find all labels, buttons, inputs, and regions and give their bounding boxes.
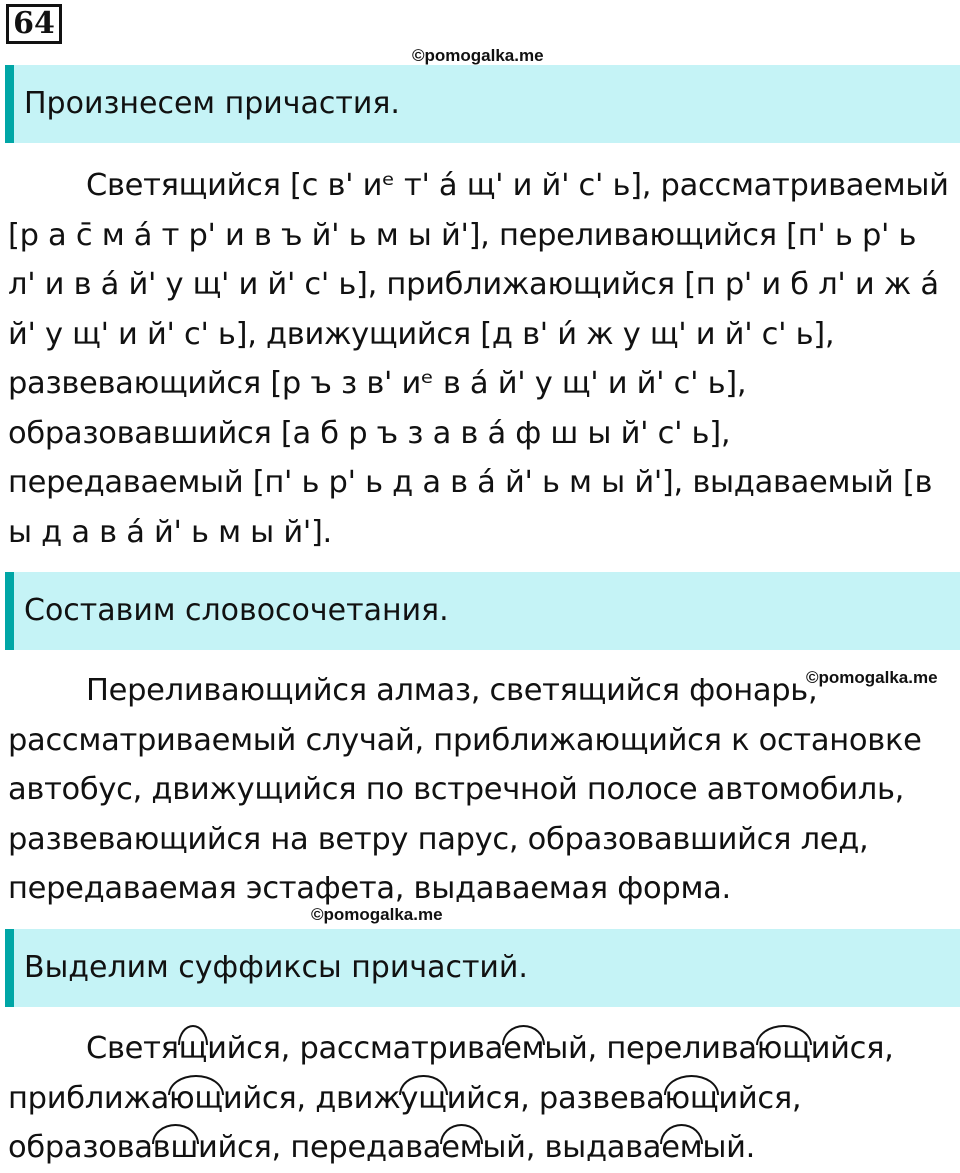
word-ending: ийся, — [718, 1080, 802, 1116]
participle-word — [606, 1031, 893, 1066]
word-ending: ый, — [482, 1130, 545, 1165]
word-stem: рассматрива — [299, 1031, 504, 1066]
participle-word — [86, 1031, 299, 1066]
suffix-mark: ем — [661, 1130, 703, 1165]
task-number: 64 — [6, 4, 62, 44]
word-stem: развева — [538, 1080, 665, 1116]
watermark: ©pomogalka.me — [806, 668, 938, 687]
participle-word — [315, 1081, 539, 1116]
watermark: ©pomogalka.me — [311, 905, 443, 924]
section-heading-1 — [5, 65, 960, 143]
suffix-mark: ем — [503, 1031, 545, 1066]
transcription-paragraph: Светящийся [с в' иᵉ т' а́ щ' и й' с' ь], рассматриваемый [р а с̄ м а́ т р' и в ъ й' ь м ы й'], переливающийся [п' ь р' ь л' и в а́ й' у щ' и й' с' ь], приближающийся [п р' и б л' и ж а́ й' у щ' и й' с' ь], движущийся [д в' и́ ж у щ' и й' с' ь], развевающийся [р ъ з в' иᵉ в а́ й' у щ' и й' с' ь], образовавшийся [а б р ъ з а в а́ ф ш ы й' с' ь], передаваемый [п' ь р' ь д а в а́ й' ь м ы й'], выдаваемый [в ы д а в а́ й' ь м ы й']. — [8, 168, 949, 550]
word-ending: ый, — [544, 1031, 607, 1066]
word-stem: перелива — [606, 1031, 757, 1066]
phrases-paragraph: Переливающийся алмаз, светящийся фонарь, рассматриваемый случай, приближающийся к остановке автобус, движущийся по встречной полосе автомобиль, развевающийся на ветру парус, образовавшийся лед, передаваемая эстафета, выдаваемая форма. — [8, 673, 922, 906]
watermark: ©pomogalka.me — [412, 46, 544, 65]
word-stem: выдава — [544, 1130, 662, 1165]
participle-word — [8, 1081, 315, 1116]
suffix-mark: вш — [152, 1130, 198, 1165]
suffix-mark: ющ — [756, 1031, 811, 1066]
section-heading-3-text: Выделим суффиксы причастий. — [24, 950, 528, 985]
section-heading-3 — [5, 929, 960, 1007]
participle-word — [539, 1081, 801, 1116]
section-heading-2-text: Составим словосочетания. — [24, 593, 449, 628]
section-heading-2 — [5, 572, 960, 650]
word-stem: образова — [8, 1130, 153, 1165]
word-ending: ийся, — [222, 1080, 316, 1116]
word-ending: ый. — [702, 1130, 756, 1165]
word-stem: приближа — [8, 1080, 170, 1116]
participle-word — [290, 1130, 544, 1165]
suffix-mark: ущ — [400, 1080, 447, 1116]
suffix-mark: ем — [441, 1130, 483, 1165]
suffix-mark: ющ — [169, 1080, 223, 1116]
suffix-mark: щ — [178, 1031, 208, 1066]
participle-word — [8, 1130, 290, 1165]
word-stem: Светя — [86, 1031, 179, 1066]
word-ending: ийся, — [446, 1080, 539, 1116]
word-stem: передава — [290, 1130, 442, 1165]
suffixes-paragraph — [8, 1024, 950, 1173]
word-ending: ийся, — [197, 1130, 291, 1165]
word-ending: ийся, — [207, 1031, 300, 1066]
participle-word — [299, 1031, 606, 1066]
word-stem: движ — [315, 1080, 401, 1116]
section-heading-1-text: Произнесем причастия. — [24, 86, 400, 121]
word-ending: ийся, — [810, 1031, 894, 1066]
participle-word — [544, 1130, 755, 1165]
suffix-mark: ющ — [664, 1080, 719, 1116]
